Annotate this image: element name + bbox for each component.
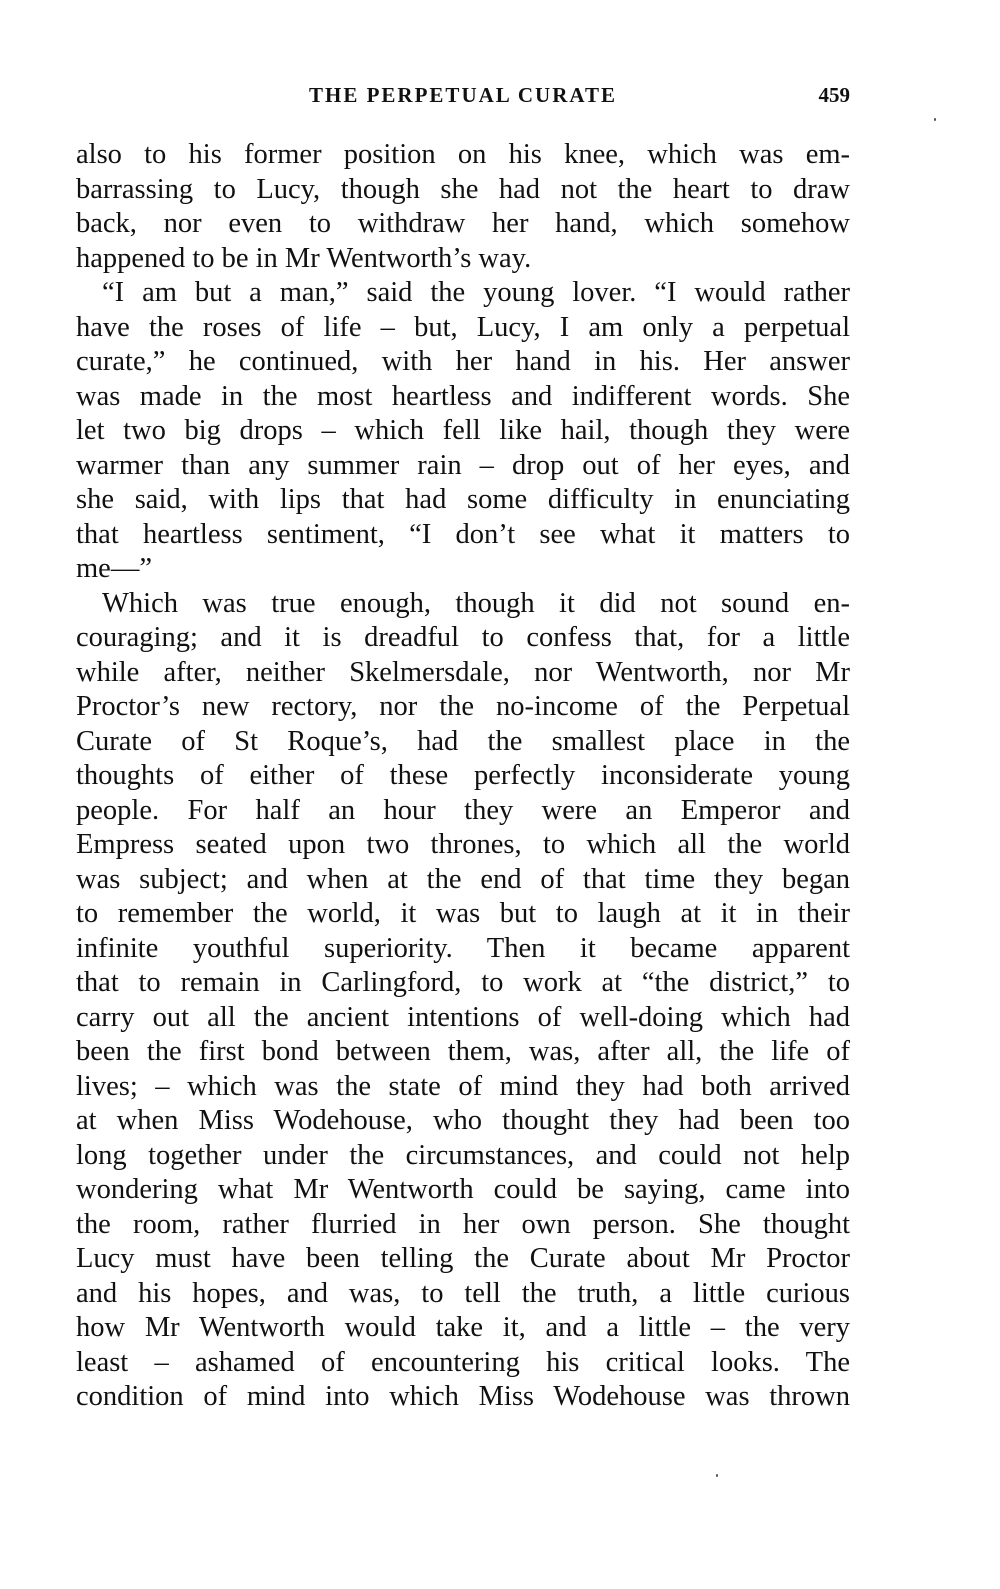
text-line: infinite youthful superiority. Then it became apparent — [76, 932, 850, 964]
text-line: at when Miss Wodehouse, who thought they had been too — [76, 1105, 850, 1136]
text-line: barrassing to Lucy, though she had not the heart to draw — [76, 173, 850, 205]
text-line: to remember the world, it was but to laugh at it in their — [76, 898, 850, 929]
text-line: curate,” he continued, with her hand in his. Her answer — [76, 346, 850, 377]
text-line: Which was true enough, though it did not sound en- — [102, 587, 850, 619]
text-line: least – ashamed of encountering his critical looks. The — [76, 1346, 850, 1378]
body-text — [76, 138, 850, 1415]
text-line: was made in the most heartless and indifferent words. She — [76, 380, 850, 412]
text-line: Lucy must have been telling the Curate about Mr Proctor — [76, 1243, 850, 1274]
text-line: that to remain in Carlingford, to work at “the district,” to — [76, 967, 850, 998]
text-line: Proctor’s new rectory, nor the no-income of the Perpetual — [76, 691, 850, 722]
text-line: warmer than any summer rain – drop out of her eyes, and — [76, 449, 850, 481]
text-line: she said, with lips that had some difficulty in enunciating — [76, 484, 850, 515]
text-line: condition of mind into which Miss Wodehouse was thrown — [76, 1381, 850, 1412]
text-line: happened to be in Mr Wentworth’s way. — [76, 242, 532, 274]
text-line: people. For half an hour they were an Emperor and — [76, 794, 850, 826]
text-line: have the roses of life – but, Lucy, I am only a perpetual — [76, 311, 850, 343]
text-line: wondering what Mr Wentworth could be saying, came into — [76, 1174, 850, 1205]
text-line: also to his former position on his knee, which was em- — [76, 139, 850, 170]
text-line: back, nor even to withdraw her hand, which somehow — [76, 208, 850, 239]
text-line: how Mr Wentworth would take it, and a little – the very — [76, 1312, 850, 1343]
text-line: let two big drops – which fell like hail, though they were — [76, 415, 850, 446]
text-line: the room, rather flurried in her own person. She thought — [76, 1208, 850, 1240]
print-speck — [934, 118, 936, 121]
text-line: carry out all the ancient intentions of well-doing which had — [76, 1001, 850, 1033]
text-line: that heartless sentiment, “I don’t see what it matters to — [76, 518, 850, 550]
text-line: Curate of St Roque’s, had the smallest place in the — [76, 725, 850, 757]
text-line: lives; – which was the state of mind they had both arrived — [76, 1070, 850, 1102]
running-head — [76, 80, 850, 114]
text-line: was subject; and when at the end of that time they began — [76, 863, 850, 895]
text-line: been the first bond between them, was, after all, the life of — [76, 1036, 850, 1067]
text-line: and his hopes, and was, to tell the truth, a little curious — [76, 1277, 850, 1309]
running-title: THE PERPETUAL CURATE — [309, 83, 617, 107]
print-speck — [716, 1474, 718, 1477]
text-line: “I am but a man,” said the young lover. “I would rather — [102, 277, 850, 308]
text-line: while after, neither Skelmersdale, nor Wentworth, nor Mr — [76, 656, 850, 688]
page-number: 459 — [818, 83, 850, 107]
text-line: couraging; and it is dreadful to confess that, for a little — [76, 622, 850, 653]
text-line: long together under the circumstances, and could not help — [76, 1139, 850, 1171]
text-line: Empress seated upon two thrones, to which all the world — [76, 829, 850, 860]
text-line: thoughts of either of these perfectly inconsiderate young — [76, 760, 850, 791]
text-line: me—” — [76, 553, 152, 584]
